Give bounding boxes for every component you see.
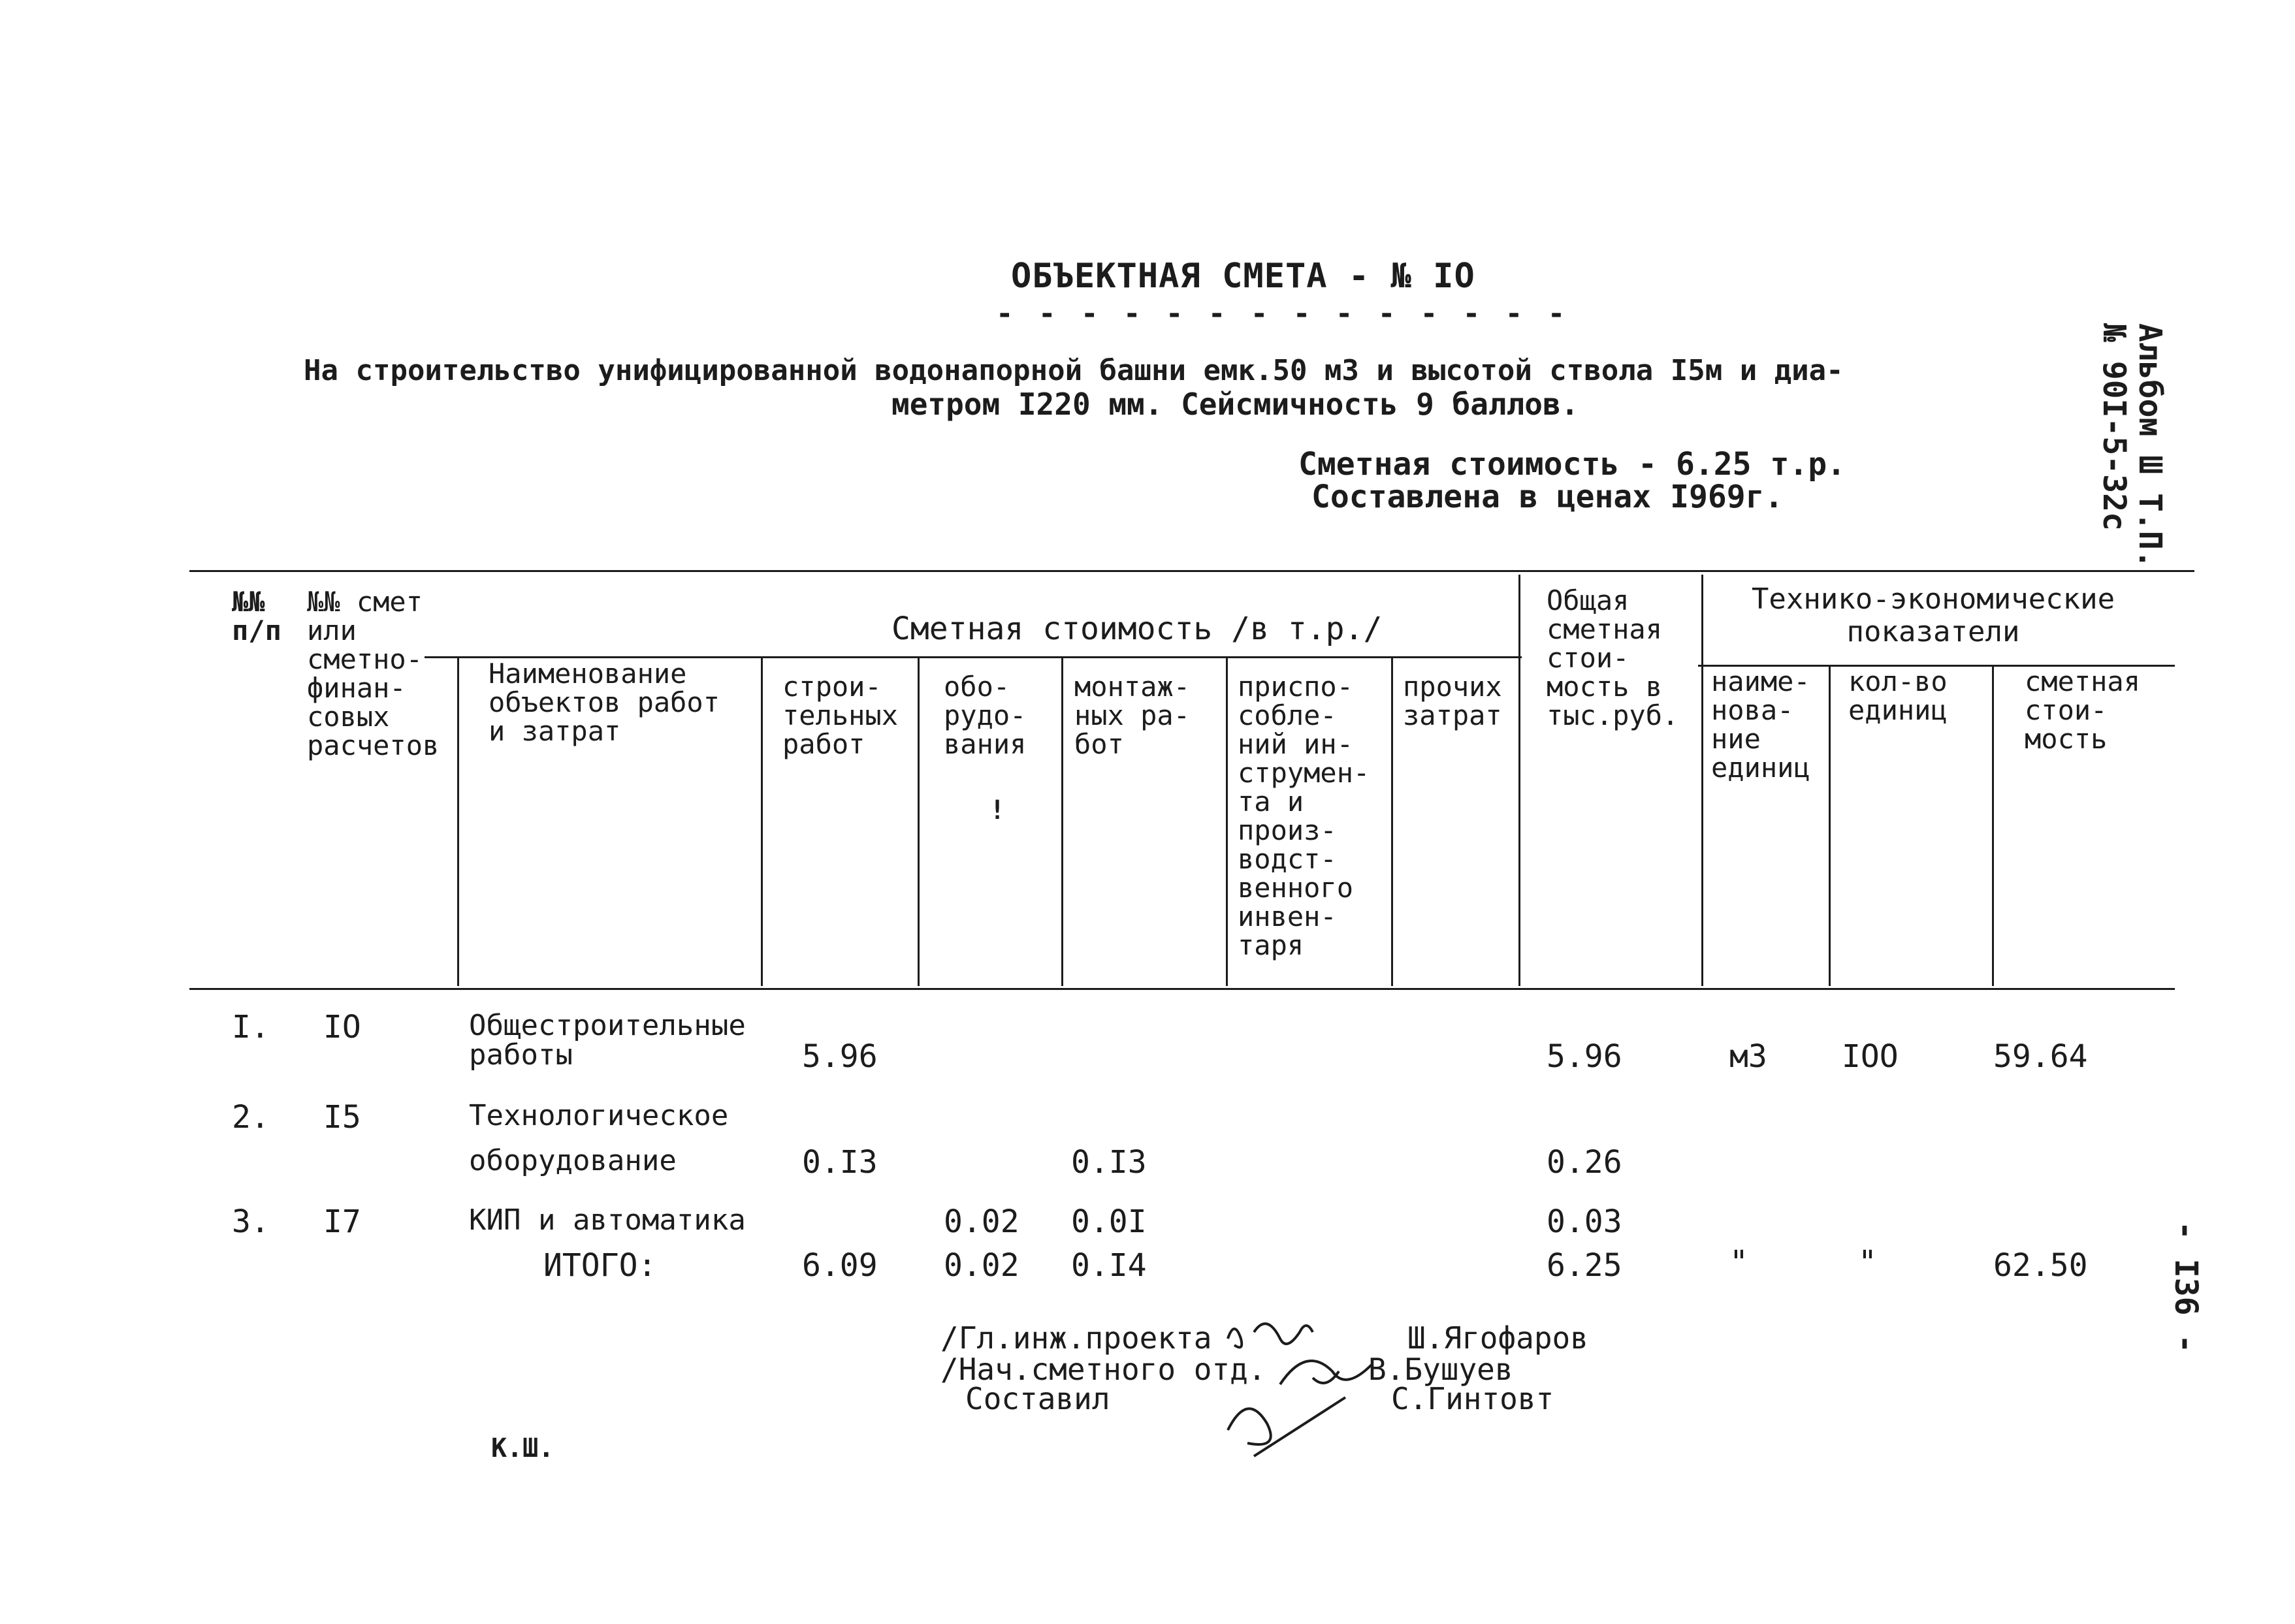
total-unit-ditto: " bbox=[1729, 1244, 1748, 1281]
header-object-name: Наименование объектов работ и затрат bbox=[489, 658, 720, 747]
signature-estimate-head-name: В.Бушуев bbox=[1368, 1352, 1513, 1387]
total-quantity-ditto: " bbox=[1858, 1244, 1877, 1281]
col-divider bbox=[918, 656, 920, 986]
col-divider bbox=[1701, 575, 1703, 986]
handwritten-signatures bbox=[1215, 1299, 1430, 1463]
row-1-construction: 5.96 bbox=[802, 1038, 878, 1075]
margin-mark: ! bbox=[989, 795, 1006, 825]
total-label: ИТОГО: bbox=[543, 1247, 657, 1284]
signature-compiler-name: С.Гинтовт bbox=[1391, 1381, 1554, 1416]
intro-line-2: метром I220 мм. Сейсмичность 9 баллов. bbox=[891, 387, 1579, 422]
album-label: Альбом Ш Т.П. bbox=[2132, 323, 2168, 569]
col-divider bbox=[457, 656, 459, 986]
row-1-unit: м3 bbox=[1729, 1038, 1767, 1075]
header-construction-works: строи-тельных работ bbox=[782, 671, 899, 760]
row-2-name-cont: оборудование bbox=[469, 1144, 677, 1177]
header-equipment: обо-рудо-вания bbox=[944, 671, 1027, 760]
row-3-total: 0.03 bbox=[1547, 1203, 1622, 1240]
header-bottom-rule bbox=[189, 988, 2175, 990]
document-initials: К.Ш. bbox=[491, 1433, 554, 1463]
row-1-estimate: IO bbox=[323, 1009, 361, 1045]
title-underline: - - - - - - - - - - - - - - bbox=[996, 297, 1569, 330]
col-divider bbox=[761, 656, 763, 986]
header-estimate-number: №№ смет или сметно-финан-совых расчетов bbox=[307, 586, 440, 761]
total-construction: 6.09 bbox=[802, 1247, 878, 1284]
project-number: № 90I-5-32с bbox=[2096, 323, 2132, 531]
row-3-installation: 0.0I bbox=[1071, 1203, 1147, 1240]
estimated-cost: Сметная стоимость - 6.25 т.р. bbox=[1298, 446, 1846, 483]
row-1-quantity: IOO bbox=[1842, 1038, 1899, 1075]
signature-chief-engineer-name: Ш.Ягофаров bbox=[1407, 1320, 1588, 1356]
header-unit-cost: сметная стои-мость bbox=[2025, 665, 2141, 755]
header-tech-econ-group: Технико-экономические показатели bbox=[1751, 582, 2115, 648]
header-cost-group: Сметная стоимость /в т.р./ bbox=[891, 611, 1383, 647]
row-3-equipment: 0.02 bbox=[944, 1203, 1019, 1240]
table-top-rule bbox=[189, 570, 2194, 572]
col-divider bbox=[1226, 656, 1228, 986]
total-sum: 6.25 bbox=[1547, 1247, 1622, 1284]
row-3-estimate: I7 bbox=[323, 1203, 361, 1240]
signature-compiler-role: Составил bbox=[965, 1381, 1110, 1416]
document-title: ОБЪЕКТНАЯ СМЕТА - № IO bbox=[1011, 257, 1475, 296]
header-tools-inventory: приспо-собле-ний ин-струмен-та и произ-водст-венного инвен-таря bbox=[1238, 671, 1370, 961]
row-2-construction: 0.I3 bbox=[802, 1144, 878, 1181]
header-row-number: №№ п/п bbox=[232, 586, 281, 646]
col-divider bbox=[1061, 656, 1063, 986]
row-2-estimate: I5 bbox=[323, 1099, 361, 1136]
row-2-name: Технологическое bbox=[469, 1099, 729, 1132]
signature-estimate-head-role: /Нач.сметного отд. bbox=[940, 1352, 1266, 1387]
row-1-name: Общестроительные bbox=[469, 1009, 746, 1042]
row-2-number: 2. bbox=[232, 1099, 270, 1136]
total-equipment: 0.02 bbox=[944, 1247, 1019, 1284]
row-3-number: 3. bbox=[232, 1203, 270, 1240]
col-divider bbox=[1829, 665, 1831, 986]
price-basis: Составлена в ценах I969г. bbox=[1311, 479, 1784, 515]
page-number: - I36 - bbox=[2168, 1221, 2204, 1354]
row-1-number: I. bbox=[232, 1009, 270, 1045]
row-1-unit-cost: 59.64 bbox=[1993, 1038, 2088, 1075]
total-installation: 0.I4 bbox=[1071, 1247, 1147, 1284]
header-installation-works: монтаж-ных ра-бот bbox=[1074, 671, 1191, 760]
header-total-cost: Общая сметная стои-мость в тыс.руб. bbox=[1547, 584, 1679, 731]
intro-line-1: На строительство унифицированной водонапорной башни емк.50 м3 и высотой ствола I5м и диа- bbox=[304, 354, 1844, 387]
row-3-name: КИП и автоматика bbox=[469, 1203, 746, 1237]
col-divider bbox=[1391, 656, 1393, 986]
col-divider bbox=[1992, 665, 1994, 986]
header-other-costs: прочих затрат bbox=[1403, 671, 1502, 731]
header-unit-name: наиме-нова-ние единиц bbox=[1711, 665, 1810, 784]
row-2-installation: 0.I3 bbox=[1071, 1144, 1147, 1181]
total-unit-cost: 62.50 bbox=[1993, 1247, 2088, 1284]
col-divider bbox=[1518, 575, 1520, 986]
row-2-total: 0.26 bbox=[1547, 1144, 1622, 1181]
signature-chief-engineer-role: /Гл.инж.проекта bbox=[940, 1320, 1212, 1356]
row-1-total: 5.96 bbox=[1547, 1038, 1622, 1075]
row-1-name-cont: работы bbox=[469, 1038, 573, 1072]
header-unit-quantity: кол-во единиц bbox=[1848, 665, 1948, 726]
